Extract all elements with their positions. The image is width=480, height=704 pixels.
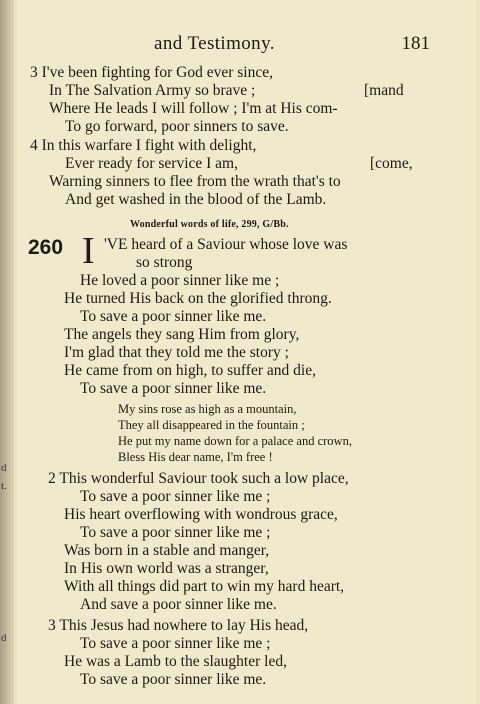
verse-line: Was born in a stable and manger, <box>64 542 270 559</box>
gutter-mark: d <box>1 462 7 474</box>
verse-line: He was a Lamb to the slaughter led, <box>64 653 287 670</box>
verse-line: 4 In this warfare I fight with delight, <box>30 137 257 154</box>
verse-line: To save a poor sinner like me ; <box>80 524 271 541</box>
verse-line: To go forward, poor sinners to save. <box>65 118 289 135</box>
gutter-mark: d <box>1 632 7 644</box>
verse-line: He turned His back on the glorified throng. <box>64 290 332 307</box>
verse-line: Warning sinners to flee from the wrath that's to <box>49 173 341 190</box>
verse-line: To save a poor sinner like me ; <box>80 635 271 652</box>
verse-line: He came from on high, to suffer and die, <box>64 362 316 379</box>
book-page <box>18 0 476 704</box>
verse-line: With all things did part to win my hard heart, <box>64 578 345 595</box>
page-number: 181 <box>401 33 430 54</box>
chorus-line: My sins rose as high as a mountain, <box>118 402 297 416</box>
running-header <box>18 33 476 57</box>
chorus-line: They all disappeared in the fountain ; <box>118 418 305 432</box>
verse-line: His heart overflowing with wondrous grace, <box>64 506 338 523</box>
verse-line: 3 I've been fighting for God ever since, <box>30 64 273 81</box>
chorus-line: He put my name down for a palace and crown, <box>118 434 352 448</box>
verse-line: To save a poor sinner like me ; <box>80 488 271 505</box>
verse-line: To save a poor sinner like me. <box>80 380 267 397</box>
chorus-line: Bless His dear name, I'm free ! <box>118 450 273 464</box>
verse-line: Ever ready for service I am, <box>65 155 238 172</box>
verse-line: To save a poor sinner like me. <box>80 308 267 325</box>
verse-line: 3 This Jesus had nowhere to lay His head, <box>48 617 309 634</box>
verse-line: Where He leads I will follow ; I'm at His com- <box>49 100 338 117</box>
verse-line: In His own world was a stranger, <box>64 560 269 577</box>
gutter-mark: t. <box>1 480 7 492</box>
drop-cap: I <box>82 230 95 272</box>
verse-line: He loved a poor sinner like me ; <box>80 272 280 289</box>
verse-line: And get washed in the blood of the Lamb. <box>65 191 327 208</box>
page-gutter <box>0 0 14 704</box>
verse-line: 'VE heard of a Saviour whose love was <box>104 236 348 253</box>
verse-line: 2 This wonderful Saviour took such a low place, <box>48 470 349 487</box>
verse-line: so strong <box>136 254 193 271</box>
verse-line: I'm glad that they told me the story ; <box>64 344 289 361</box>
verse-line: And save a poor sinner like me. <box>80 596 277 613</box>
verse-line: To save a poor sinner like me. <box>80 671 267 688</box>
header-title: and Testimony. <box>154 33 275 54</box>
verse-line-overflow: [mand <box>364 82 404 99</box>
verse-line: The angels they sang Him from glory, <box>64 326 300 343</box>
hymn-number: 260 <box>28 236 64 259</box>
verse-line: In The Salvation Army so brave ; <box>49 82 256 99</box>
verse-line-overflow: [come, <box>370 155 413 172</box>
tune-note: Wonderful words of life, 299, G/Bb. <box>130 219 289 230</box>
